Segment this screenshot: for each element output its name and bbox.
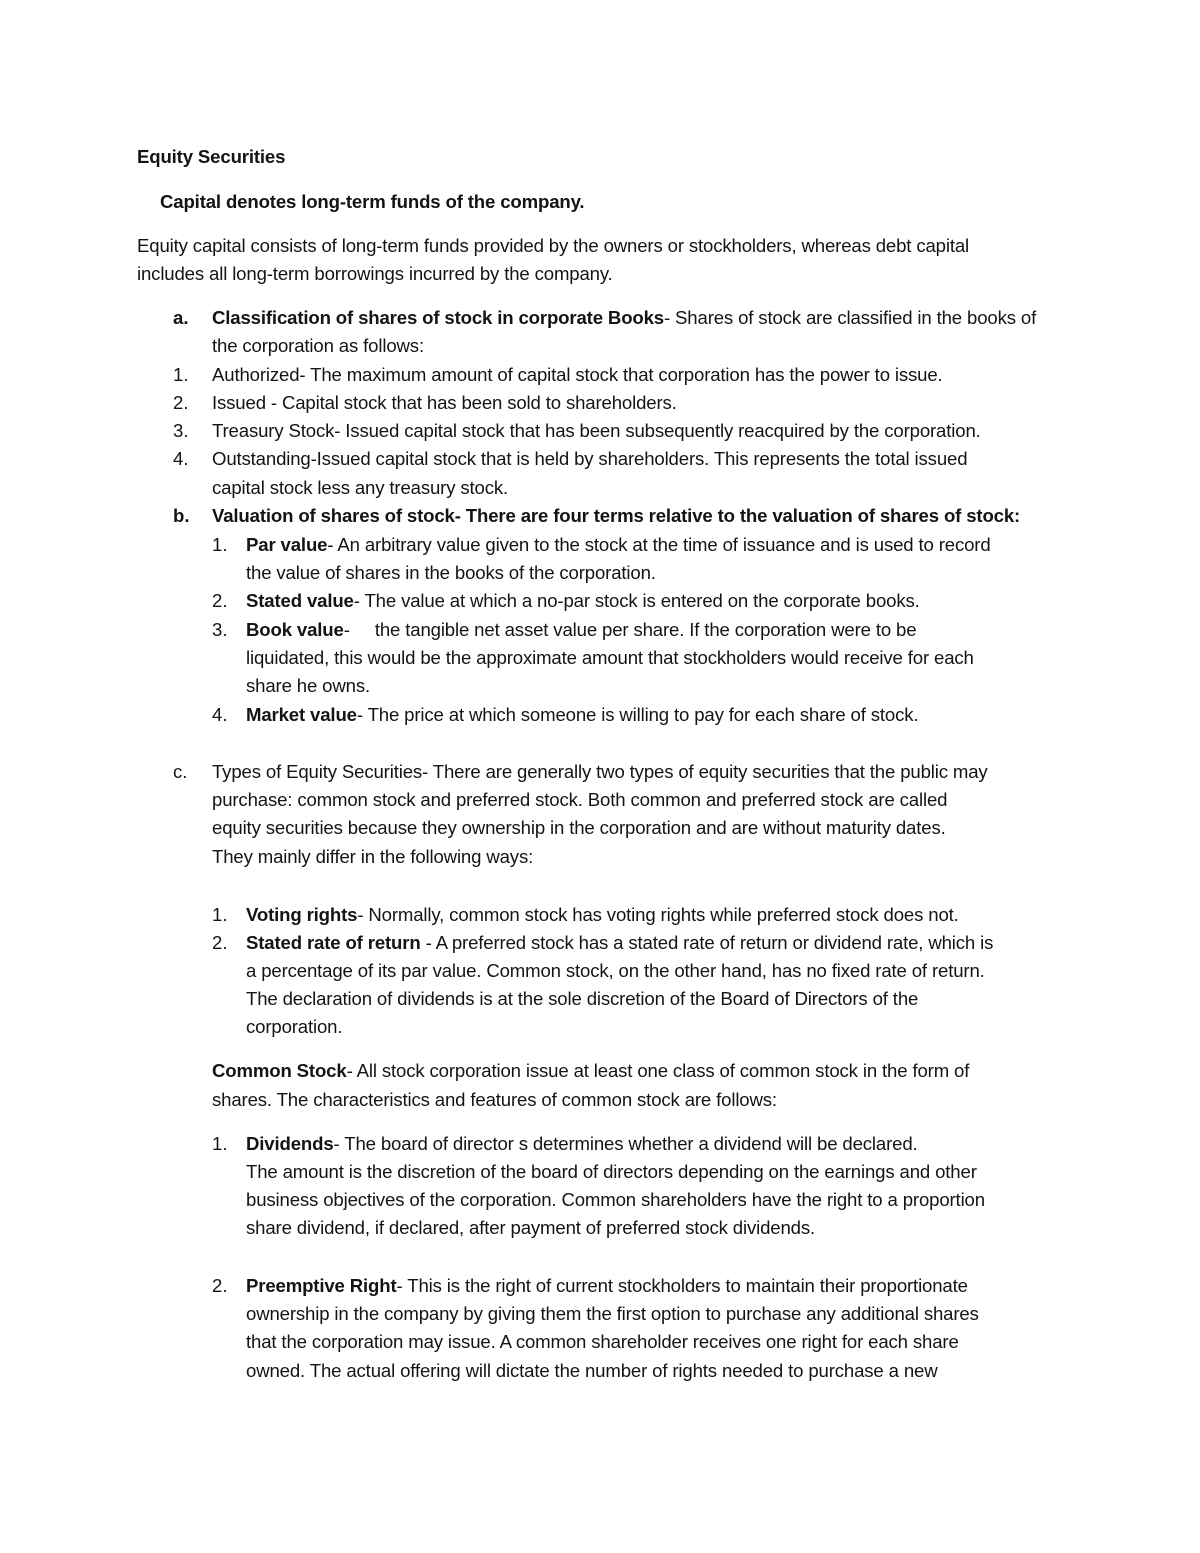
list-item-outstanding-cont: capital stock less any treasury stock.	[212, 477, 509, 498]
list-item-dividends-cont-2: business objectives of the corporation. Common shareholders have the right to a proportion	[246, 1189, 985, 1210]
list-item-stated-rate-cont-3: corporation.	[246, 1016, 343, 1037]
section-c-line-1: Types of Equity Securities- There are generally two types of equity securities that the public may	[212, 761, 988, 782]
list-marker: 2.	[212, 590, 228, 611]
list-item-stated-rate-cont-1: a percentage of its par value. Common stock, on the other hand, has no fixed rate of return.	[246, 960, 985, 981]
list-item-preemptive-right-cont-1: ownership in the company by giving them the first option to purchase any additional shares	[246, 1303, 979, 1324]
list-item-preemptive-right-cont-2: that the corporation may issue. A common shareholder receives one right for each share	[246, 1331, 959, 1352]
list-marker: 2.	[173, 392, 189, 413]
list-item-book-value: Book value- the tangible net asset value per share. If the corporation were to be	[246, 619, 917, 640]
section-c-line-3: equity securities because they ownership in the corporation and are without maturity dates.	[212, 817, 946, 838]
section-b-heading: Valuation of shares of stock- There are four terms relative to the valuation of shares of stock:	[212, 505, 1021, 526]
list-marker: 4.	[173, 448, 189, 469]
section-c-line-2: purchase: common stock and preferred stock. Both common and preferred stock are called	[212, 789, 948, 810]
list-item-dividends-cont-3: share dividend, if declared, after payment of preferred stock dividends.	[246, 1217, 816, 1238]
list-marker: 1.	[173, 364, 189, 385]
document-title: Equity Securities	[137, 146, 286, 167]
list-item-stated-rate-cont-2: The declaration of dividends is at the sole discretion of the Board of Directors of the	[246, 988, 919, 1009]
common-stock-line-1: Common Stock- All stock corporation issue at least one class of common stock in the form of	[212, 1060, 970, 1081]
section-b-marker: b.	[173, 505, 190, 526]
list-marker: 3.	[173, 420, 189, 441]
section-a-marker: a.	[173, 307, 189, 328]
common-stock-line-2: shares. The characteristics and features of common stock are follows:	[212, 1089, 777, 1110]
list-item-treasury-stock: Treasury Stock- Issued capital stock that has been subsequently reacquired by the corporation.	[212, 420, 981, 441]
list-item-issued: Issued - Capital stock that has been sold to shareholders.	[212, 392, 677, 413]
intro-line-1: Equity capital consists of long-term funds provided by the owners or stockholders, whereas debt capital	[137, 235, 970, 256]
document-subtitle: Capital denotes long-term funds of the company.	[160, 191, 585, 212]
list-marker: 1.	[212, 904, 228, 925]
list-item-book-value-cont-2: share he owns.	[246, 675, 370, 696]
list-marker: 2.	[212, 932, 228, 953]
list-item-book-value-cont-1: liquidated, this would be the approximate amount that stockholders would receive for each	[246, 647, 974, 668]
list-item-dividends-cont-1: The amount is the discretion of the board of directors depending on the earnings and other	[246, 1161, 977, 1182]
list-item-market-value: Market value- The price at which someone is willing to pay for each share of stock.	[246, 704, 919, 725]
list-item-dividends: Dividends- The board of director s determines whether a dividend will be declared.	[246, 1133, 918, 1154]
list-marker: 1.	[212, 1133, 228, 1154]
list-item-voting-rights: Voting rights- Normally, common stock has voting rights while preferred stock does not.	[246, 904, 959, 925]
list-item-preemptive-right: Preemptive Right- This is the right of current stockholders to maintain their proportionate	[246, 1275, 968, 1296]
section-c-marker: c.	[173, 761, 188, 782]
list-item-par-value-cont: the value of shares in the books of the corporation.	[246, 562, 656, 583]
list-item-outstanding: Outstanding-Issued capital stock that is held by shareholders. This represents the total issued	[212, 448, 968, 469]
list-marker: 4.	[212, 704, 228, 725]
list-marker: 3.	[212, 619, 228, 640]
intro-line-2: includes all long-term borrowings incurred by the company.	[137, 263, 613, 284]
section-a-heading: Classification of shares of stock in corporate Books	[212, 307, 664, 328]
list-item-stated-value: Stated value- The value at which a no-par stock is entered on the corporate books.	[246, 590, 920, 611]
section-c-line-4: They mainly differ in the following ways:	[212, 846, 534, 867]
list-item-stated-rate: Stated rate of return - A preferred stock has a stated rate of return or dividend rate, which is	[246, 932, 994, 953]
section-a-line-1: Classification of shares of stock in corporate Books- Shares of stock are classified in the books of	[212, 307, 1037, 328]
list-marker: 1.	[212, 534, 228, 555]
list-item-authorized: Authorized- The maximum amount of capital stock that corporation has the power to issue.	[212, 364, 943, 385]
list-item-par-value: Par value- An arbitrary value given to the stock at the time of issuance and is used to record	[246, 534, 991, 555]
list-item-preemptive-right-cont-3: owned. The actual offering will dictate the number of rights needed to purchase a new	[246, 1360, 938, 1381]
section-a-line-2: the corporation as follows:	[212, 335, 424, 356]
list-marker: 2.	[212, 1275, 228, 1296]
